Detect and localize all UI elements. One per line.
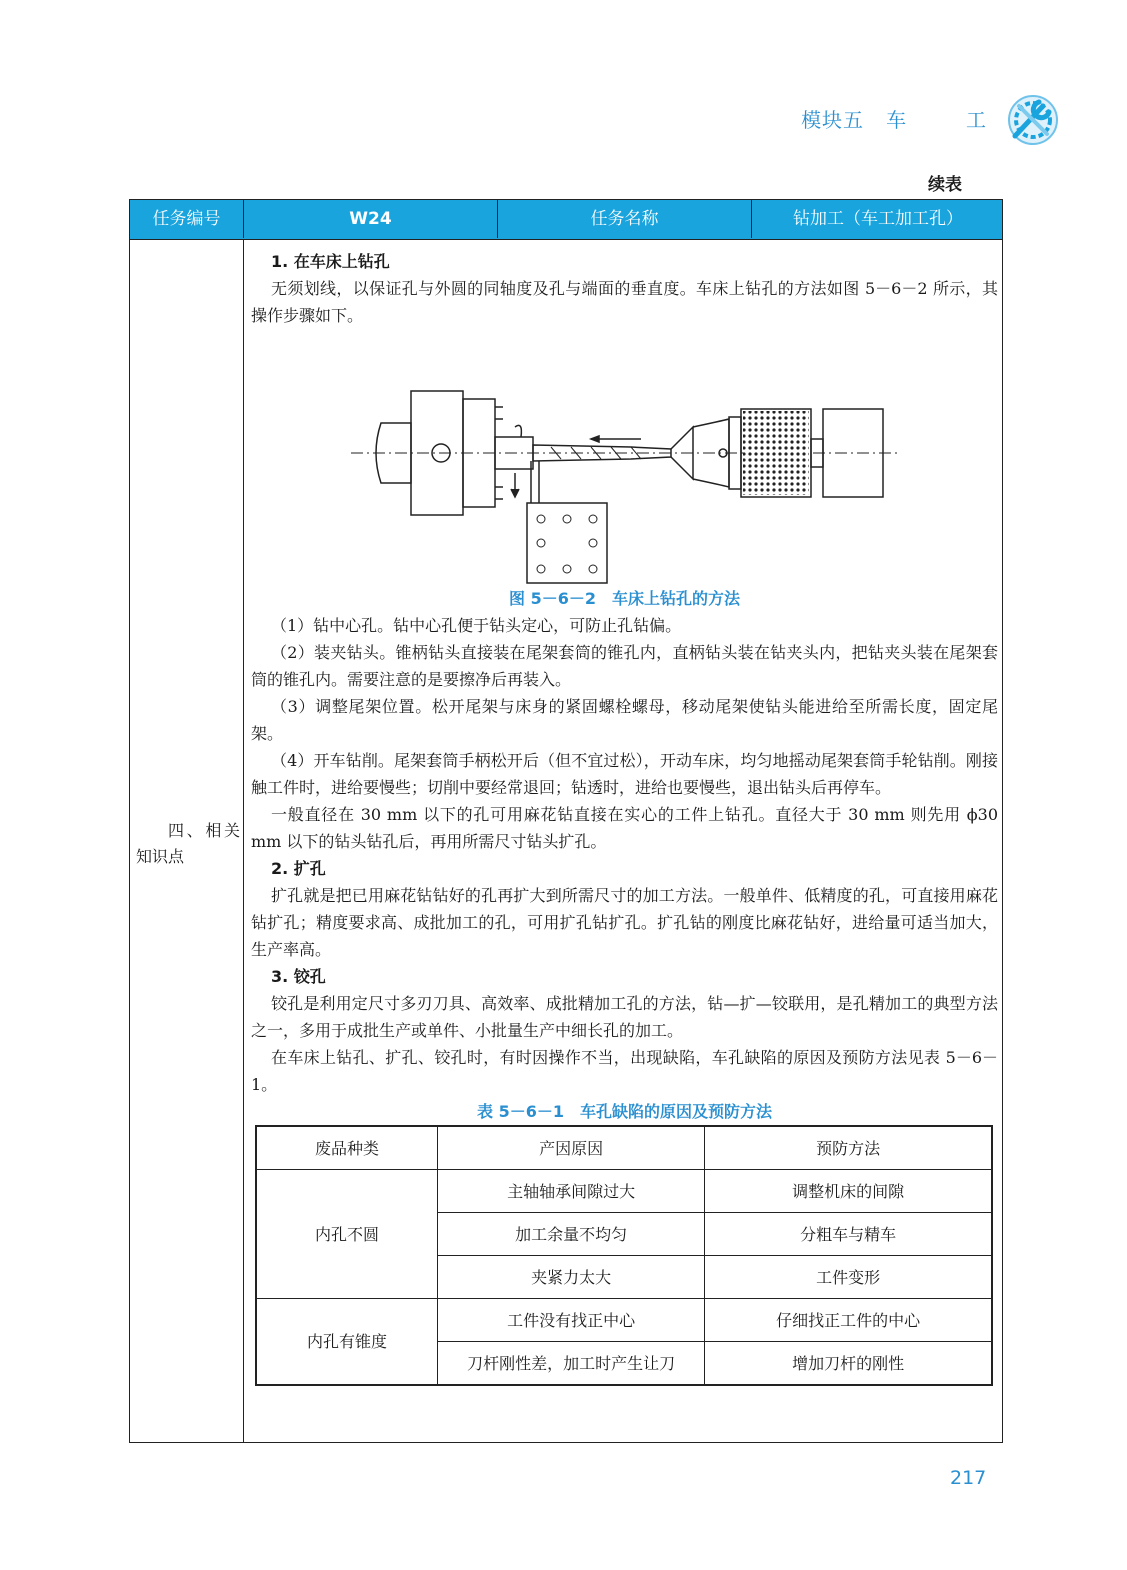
drilling-note: 一般直径在 30 mm 以下的孔可用麻花钻直接在实心的工件上钻孔。直径大于 30 mm 则先用 ϕ30 mm 以下的钻头钻孔后，再用所需尺寸钻头扩孔。: [251, 805, 998, 851]
figure-caption: 图 5－6－2 车床上钻孔的方法: [509, 589, 740, 608]
section-intro: 无须划线，以保证孔与外圆的同轴度及孔与端面的垂直度。车床上钻孔的方法如图 5－6－2 所示，其操作步骤如下。: [251, 279, 998, 325]
cause-cell: 加工余量不均匀: [438, 1213, 705, 1256]
section2-text: 扩孔就是把已用麻花钻钻好的孔再扩大到所需尺寸的加工方法。一般单件、低精度的孔，可直接用麻花钻扩孔；精度要求高、成批加工的孔，可用扩孔钻扩孔。扩孔钻的刚度比麻花钻好，进给量可适当加大，生产率高。: [251, 886, 998, 959]
defect-type-cell: 内孔有锥度: [256, 1299, 438, 1386]
col-header-type: 废品种类: [256, 1126, 438, 1170]
section-title-drilling: 1. 在车床上钻孔: [271, 252, 390, 271]
step-3: （3）调整尾架位置。松开尾架与床身的紧固螺栓螺母，移动尾架使钻头能进给至所需长度，固定尾架。: [251, 697, 998, 743]
table-row: [256, 1170, 992, 1213]
cause-cell: 工件没有找正中心: [438, 1299, 705, 1342]
cause-cell: 夹紧力太大: [438, 1256, 705, 1299]
prevention-cell: 增加刀杆的刚性: [705, 1342, 992, 1386]
prevention-cell: 仔细找正工件的中心: [705, 1299, 992, 1342]
lathe-drilling-diagram: [351, 343, 911, 585]
step-2: （2）装夹钻头。锥柄钻头直接装在尾架套筒的锥孔内，直柄钻头装在钻夹头内，把钻夹头装在尾架套筒的锥孔内。需要注意的是要擦净后再装入。: [251, 643, 998, 689]
step-4: （4）开车钻削。尾架套筒手柄松开后（但不宜过松），开动车床，均匀地摇动尾架套筒手轮钻削。刚接触工件时，进给要慢些；切削中要经常退回；钻透时，进给也要慢些，退出钻头后再停车。: [251, 751, 998, 797]
page-number: 217: [950, 1467, 987, 1489]
section-title-reaming: 3. 铰孔: [271, 967, 326, 986]
section3-text: 铰孔是利用定尺寸多刃刀具、高效率、成批精加工孔的方法，钻—扩—铰联用，是孔精加工的典型方法之一，多用于成批生产或单件、小批量生产中细长孔的加工。: [251, 994, 998, 1040]
header-task-name-label: 任务名称: [498, 200, 752, 238]
content-body: [251, 248, 998, 1386]
table-caption: 表 5－6－1 车孔缺陷的原因及预防方法: [477, 1102, 772, 1121]
col-header-cause: 产因原因: [438, 1126, 705, 1170]
drilling-figure: [251, 343, 998, 585]
cause-cell: 刀杆刚性差，加工时产生让刀: [438, 1342, 705, 1386]
section-title-reaming-out: 2. 扩孔: [271, 859, 326, 878]
header-task-name-value: 钻加工（车工加工孔）: [793, 209, 963, 229]
side-label: 四、相关知识点: [136, 821, 240, 866]
prevention-cell: 工件变形: [705, 1256, 992, 1299]
col-header-prevention: 预防方法: [705, 1126, 992, 1170]
wrench-gear-icon: [1003, 92, 1063, 148]
continued-label: 续表: [928, 175, 962, 195]
table-row: [256, 1299, 992, 1342]
section3-transition: 在车床上钻孔、扩孔、铰孔时，有时因操作不当，出现缺陷，车孔缺陷的原因及预防方法见表 5－6－1。: [251, 1048, 998, 1094]
header-task-number-label: 任务编号: [130, 200, 244, 238]
prevention-cell: 分粗车与精车: [705, 1213, 992, 1256]
prevention-cell: 调整机床的间隙: [705, 1170, 992, 1213]
side-column: [130, 240, 244, 1442]
task-table-header: [130, 200, 1002, 240]
step-1: （1）钻中心孔。钻中心孔便于钻头定心，可防止孔钻偏。: [271, 616, 682, 635]
defect-table: [255, 1125, 993, 1386]
cause-cell: 主轴轴承间隙过大: [438, 1170, 705, 1213]
defect-type-cell: 内孔不圆: [256, 1170, 438, 1299]
table-header-row: [256, 1126, 992, 1170]
module-title: 模块五 车 工: [801, 108, 987, 132]
task-table: [129, 199, 1003, 1443]
header-task-number-value: W24: [244, 200, 498, 238]
